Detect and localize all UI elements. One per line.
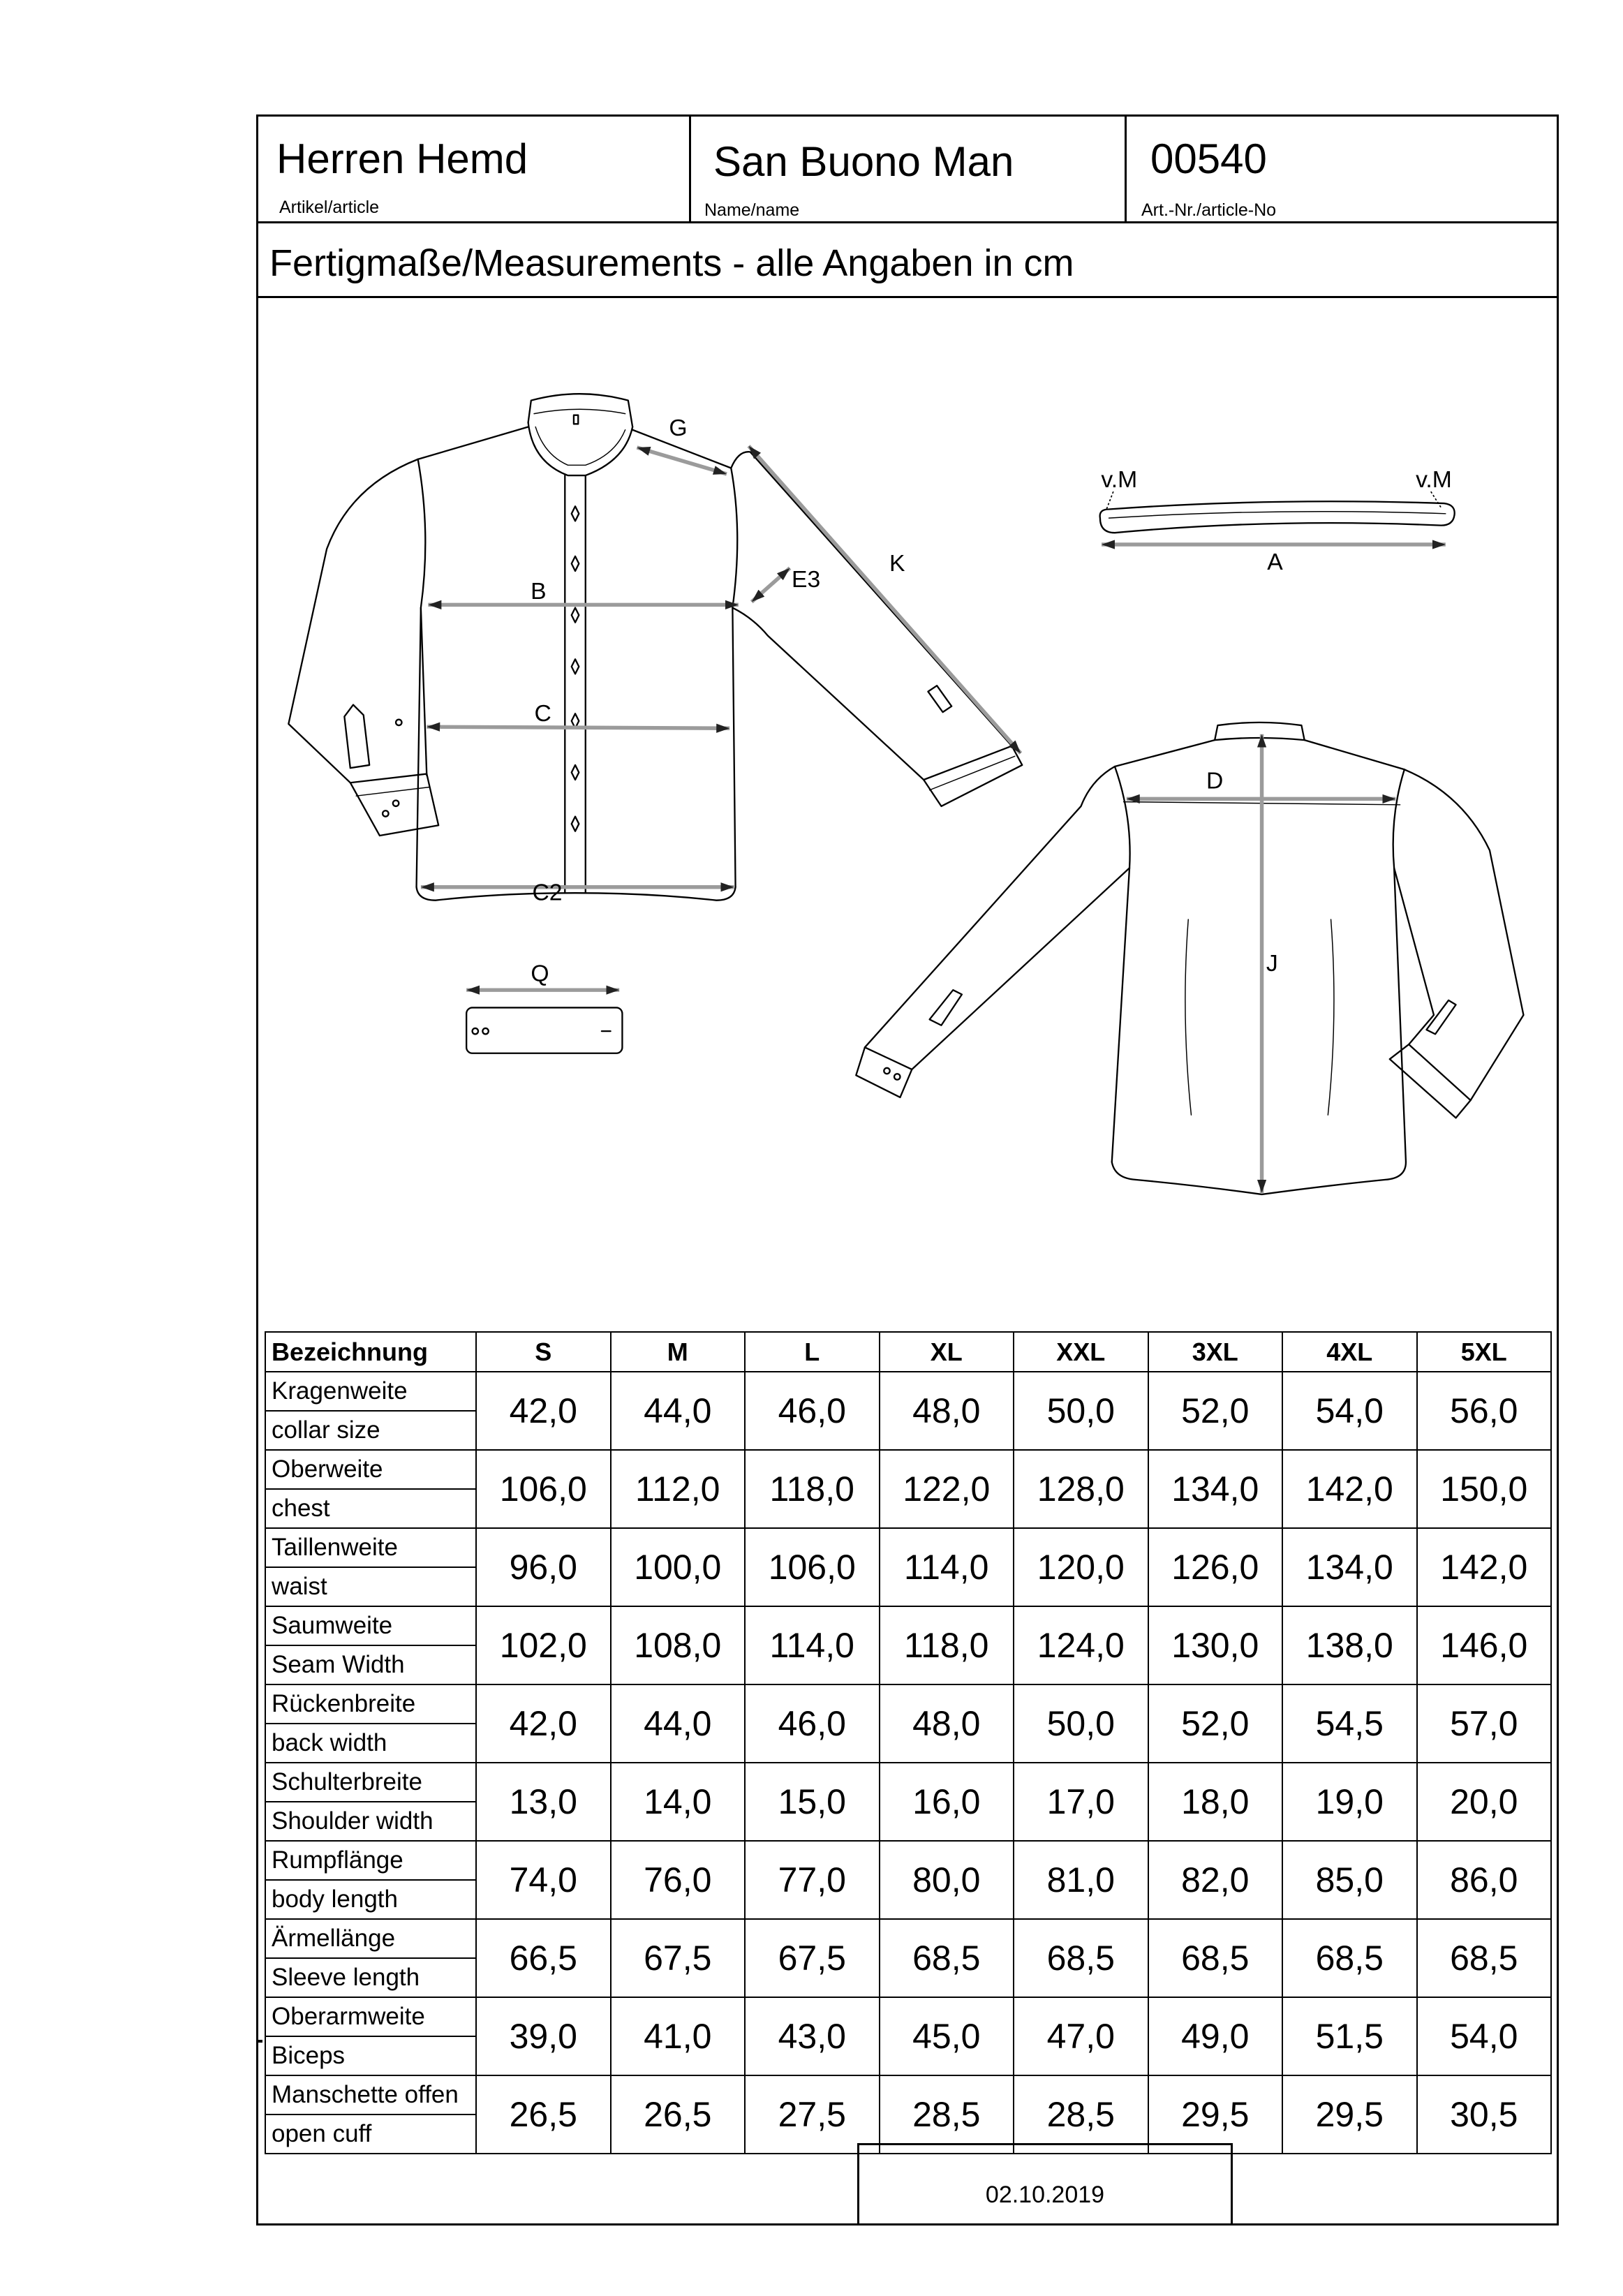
measurement-value-cell: 15,0 — [745, 1763, 880, 1841]
measurement-value-cell: 86,0 — [1417, 1841, 1552, 1919]
front-hem — [417, 887, 736, 901]
row-label-german: Schulterbreite — [266, 1763, 475, 1802]
measurement-value-cell: 13,0 — [476, 1763, 611, 1841]
measurement-value-cell: 74,0 — [476, 1841, 611, 1919]
measurement-value-cell: 150,0 — [1417, 1450, 1552, 1528]
cuff-outline — [466, 1007, 622, 1053]
column-header-size-l: L — [745, 1332, 880, 1372]
row-label-english: chest — [272, 1495, 330, 1522]
measure-line-c — [427, 727, 729, 728]
back-dart-left — [1185, 919, 1192, 1115]
front-collar-front-edge — [528, 422, 633, 475]
column-header-size-3xl: 3XL — [1148, 1332, 1283, 1372]
row-label-english: back width — [272, 1729, 387, 1756]
measurement-value-cell: 122,0 — [880, 1450, 1014, 1528]
table-row — [265, 1841, 1551, 1919]
row-label-cell — [265, 1763, 476, 1841]
back-dart-right — [1328, 919, 1334, 1115]
table-row — [265, 1763, 1551, 1841]
label-d: D — [1206, 768, 1224, 794]
technical-drawing — [256, 297, 1559, 1331]
measurement-value-cell: 68,5 — [1014, 1919, 1148, 1997]
back-left-sleeve-placket — [930, 990, 962, 1025]
label-c: C — [534, 700, 551, 727]
measurement-value-cell: 77,0 — [745, 1841, 880, 1919]
measurement-value-cell: 128,0 — [1014, 1450, 1148, 1528]
product-name-caption: Name/name — [704, 200, 800, 220]
row-label-german: Taillenweite — [266, 1529, 475, 1568]
measurement-value-cell: 134,0 — [1282, 1528, 1417, 1606]
row-label-cell — [265, 1841, 476, 1919]
measurement-value-cell: 138,0 — [1282, 1606, 1417, 1684]
measurement-value-cell: 46,0 — [745, 1372, 880, 1450]
row-label-cell — [265, 1450, 476, 1528]
back-left-sleeve-inner — [912, 868, 1129, 1069]
row-label-english: body length — [272, 1886, 398, 1913]
measurement-value-cell: 41,0 — [611, 1997, 746, 2075]
row-label-german: Oberarmweite — [266, 1998, 475, 2037]
measurement-value-cell: 14,0 — [611, 1763, 746, 1841]
front-right-sleeve-inner — [732, 608, 924, 780]
measurement-value-cell: 54,5 — [1282, 1684, 1417, 1763]
row-label-cell — [265, 1919, 476, 1997]
product-name: San Buono Man — [713, 138, 1014, 185]
measurement-value-cell: 45,0 — [880, 1997, 1014, 2075]
measurement-value-cell: 20,0 — [1417, 1763, 1552, 1841]
label-g: G — [669, 415, 688, 442]
back-hem — [1112, 1162, 1406, 1194]
measure-line-k — [749, 446, 1021, 753]
measurement-value-cell: 67,5 — [745, 1919, 880, 1997]
front-right-sleeve-placket — [928, 686, 951, 712]
measurement-value-cell: 29,5 — [1148, 2075, 1283, 2154]
row-label-cell — [265, 1528, 476, 1606]
measurement-value-cell: 52,0 — [1148, 1372, 1283, 1450]
measurement-value-cell: 100,0 — [611, 1528, 746, 1606]
center-back-marker-left — [1106, 491, 1113, 510]
back-shirt-drawing — [856, 723, 1523, 1194]
measurement-value-cell: 30,5 — [1417, 2075, 1552, 2154]
measurement-value-cell: 50,0 — [1014, 1372, 1148, 1450]
measurement-value-cell: 118,0 — [745, 1450, 880, 1528]
measurement-value-cell: 50,0 — [1014, 1684, 1148, 1763]
front-collar-band — [535, 427, 625, 466]
row-label-english: open cuff — [272, 2120, 372, 2147]
row-label-cell — [265, 1606, 476, 1684]
row-label-german: Ärmellänge — [266, 1920, 475, 1959]
measurement-value-cell: 80,0 — [880, 1841, 1014, 1919]
back-right-sleeve-outer — [1405, 769, 1524, 1100]
front-body-left-side — [417, 459, 426, 887]
back-left-sleeve-outer — [865, 766, 1115, 1047]
row-label-cell — [265, 1997, 476, 2075]
measurement-value-cell: 112,0 — [611, 1450, 746, 1528]
measurement-value-cell: 67,5 — [611, 1919, 746, 1997]
document-date: 02.10.2019 — [985, 2182, 1105, 2208]
column-header-size-xl: XL — [880, 1332, 1014, 1372]
table-row — [265, 1372, 1551, 1450]
measurement-value-cell: 26,5 — [476, 2075, 611, 2154]
measurement-table — [265, 1331, 1552, 2154]
measurement-value-cell: 76,0 — [611, 1841, 746, 1919]
measurement-value-cell: 44,0 — [611, 1684, 746, 1763]
measurement-value-cell: 28,5 — [1014, 2075, 1148, 2154]
collar-button — [574, 415, 578, 424]
front-left-sleeve-placket — [344, 705, 369, 769]
front-measurements — [421, 415, 1021, 906]
header-bottom-rule — [256, 221, 1559, 223]
table-row — [265, 1997, 1551, 2075]
center-back-marker-right — [1431, 491, 1442, 508]
table-body — [265, 1372, 1551, 2154]
article-number: 00540 — [1150, 135, 1267, 182]
measurement-value-cell: 114,0 — [745, 1606, 880, 1684]
measurement-value-cell: 146,0 — [1417, 1606, 1552, 1684]
back-collar — [1215, 723, 1304, 740]
cuff-button — [473, 1028, 478, 1034]
measurement-value-cell: 130,0 — [1148, 1606, 1283, 1684]
table-row — [265, 1919, 1551, 1997]
measurement-value-cell: 19,0 — [1282, 1763, 1417, 1841]
measurement-value-cell: 68,5 — [1148, 1919, 1283, 1997]
label-vm-left: v.M — [1101, 466, 1138, 493]
back-right-shoulder — [1305, 740, 1405, 769]
measurement-value-cell: 96,0 — [476, 1528, 611, 1606]
row-label-german: Rückenbreite — [266, 1685, 475, 1724]
column-header-bezeichnung: Bezeichnung — [265, 1332, 476, 1372]
measure-line-e3 — [752, 568, 790, 602]
row-label-german: Rumpflänge — [266, 1842, 475, 1881]
measurement-value-cell: 52,0 — [1148, 1684, 1283, 1763]
measurement-value-cell: 39,0 — [476, 1997, 611, 2075]
measurement-value-cell: 17,0 — [1014, 1763, 1148, 1841]
measurement-value-cell: 51,5 — [1282, 1997, 1417, 2075]
stray-mark — [258, 2040, 262, 2043]
measurement-value-cell: 106,0 — [476, 1450, 611, 1528]
measurement-value-cell: 27,5 — [745, 2075, 880, 2154]
header-divider-2 — [1125, 114, 1127, 222]
measurement-value-cell: 54,0 — [1282, 1372, 1417, 1450]
label-vm-right: v.M — [1416, 466, 1452, 493]
measurement-value-cell: 57,0 — [1417, 1684, 1552, 1763]
row-label-english: waist — [272, 1573, 327, 1600]
cuff-button — [482, 1028, 488, 1034]
header-divider-1 — [689, 114, 691, 222]
row-label-cell — [265, 1372, 476, 1450]
front-left-shoulder — [418, 427, 528, 459]
label-b: B — [531, 578, 547, 605]
front-left-sleeve-inner — [421, 608, 427, 776]
measurement-value-cell: 102,0 — [476, 1606, 611, 1684]
label-a: A — [1267, 549, 1283, 575]
measurement-value-cell: 120,0 — [1014, 1528, 1148, 1606]
label-e3: E3 — [792, 567, 821, 593]
row-label-english: Sleeve length — [272, 1964, 420, 1991]
front-right-cuff — [924, 746, 1022, 806]
measurement-value-cell: 56,0 — [1417, 1372, 1552, 1450]
front-shirt-drawing — [288, 394, 1022, 901]
measurement-value-cell: 28,5 — [880, 2075, 1014, 2154]
measurement-value-cell: 26,5 — [611, 2075, 746, 2154]
measurement-value-cell: 66,5 — [476, 1919, 611, 1997]
front-body-right-side — [731, 468, 737, 887]
measurement-value-cell: 106,0 — [745, 1528, 880, 1606]
front-left-cuff — [350, 774, 438, 836]
row-label-english: Biceps — [272, 2042, 346, 2069]
measurement-value-cell: 68,5 — [1417, 1919, 1552, 1997]
measurement-value-cell: 142,0 — [1282, 1450, 1417, 1528]
row-label-german: Manschette offen — [266, 2076, 475, 2115]
front-left-cuff-button — [383, 810, 388, 816]
back-left-cuff-button — [884, 1068, 889, 1074]
label-c2: C2 — [532, 880, 563, 906]
front-collar-top — [528, 394, 633, 427]
measurement-value-cell: 42,0 — [476, 1684, 611, 1763]
row-label-german: Oberweite — [266, 1451, 475, 1490]
measurement-value-cell: 114,0 — [880, 1528, 1014, 1606]
table-row — [265, 1606, 1551, 1684]
column-header-size-4xl: 4XL — [1282, 1332, 1417, 1372]
measurement-value-cell: 81,0 — [1014, 1841, 1148, 1919]
back-left-shoulder — [1115, 740, 1215, 766]
table-row — [265, 1684, 1551, 1763]
table-row — [265, 1528, 1551, 1606]
column-header-size-m: M — [611, 1332, 746, 1372]
measurement-value-cell: 43,0 — [745, 1997, 880, 2075]
measurement-value-cell: 82,0 — [1148, 1841, 1283, 1919]
measurement-value-cell: 108,0 — [611, 1606, 746, 1684]
measurement-value-cell: 42,0 — [476, 1372, 611, 1450]
row-label-german: Saumweite — [266, 1607, 475, 1646]
measurement-value-cell: 118,0 — [880, 1606, 1014, 1684]
measurement-value-cell: 48,0 — [880, 1684, 1014, 1763]
measurement-value-cell: 47,0 — [1014, 1997, 1148, 2075]
front-right-sleeve-outer — [731, 452, 1011, 746]
collar-band-outline — [1100, 501, 1455, 533]
row-label-cell — [265, 1684, 476, 1763]
article-number-caption: Art.-Nr./article-No — [1141, 200, 1277, 220]
row-label-english: Seam Width — [272, 1651, 405, 1678]
measurements-subtitle: Fertigmaße/Measurements - alle Angaben in cm — [269, 242, 1074, 284]
front-collar-inner-back — [534, 409, 625, 413]
measurement-value-cell: 126,0 — [1148, 1528, 1283, 1606]
row-label-cell — [265, 2075, 476, 2154]
measurement-value-cell: 44,0 — [611, 1372, 746, 1450]
column-header-size-xxl: XXL — [1014, 1332, 1148, 1372]
back-body-right-side — [1393, 769, 1406, 1162]
measurement-value-cell: 18,0 — [1148, 1763, 1283, 1841]
measurement-value-cell: 16,0 — [880, 1763, 1014, 1841]
front-left-sleeve-outer — [288, 459, 417, 783]
row-label-english: Shoulder width — [272, 1807, 433, 1835]
measurement-value-cell: 54,0 — [1417, 1997, 1552, 2075]
measurement-value-cell: 85,0 — [1282, 1841, 1417, 1919]
table-head — [265, 1332, 1551, 1372]
measurement-value-cell: 68,5 — [1282, 1919, 1417, 1997]
article-title: Herren Hemd — [276, 135, 528, 182]
collar-band-drawing — [1100, 501, 1455, 533]
cuff-drawing — [466, 1007, 622, 1053]
measurement-value-cell: 142,0 — [1417, 1528, 1552, 1606]
table-header-row — [265, 1332, 1551, 1372]
label-q: Q — [531, 961, 549, 987]
label-j: J — [1266, 950, 1278, 977]
column-header-size-5xl: 5XL — [1417, 1332, 1552, 1372]
measurement-value-cell: 124,0 — [1014, 1606, 1148, 1684]
measurement-value-cell: 49,0 — [1148, 1997, 1283, 2075]
back-left-cuff-button — [894, 1074, 900, 1079]
article-caption: Artikel/article — [279, 198, 380, 217]
column-header-size-s: S — [476, 1332, 611, 1372]
measurement-value-cell: 68,5 — [880, 1919, 1014, 1997]
row-label-german: Kragenweite — [266, 1372, 475, 1412]
table-row — [265, 1450, 1551, 1528]
table-row — [265, 2075, 1551, 2154]
measurement-value-cell: 29,5 — [1282, 2075, 1417, 2154]
back-body-left-side — [1112, 766, 1130, 1162]
collar-band-seam — [1109, 512, 1446, 518]
row-label-english: collar size — [272, 1416, 380, 1444]
front-buttons — [572, 506, 579, 831]
measurement-value-cell: 48,0 — [880, 1372, 1014, 1450]
front-left-placket-button — [396, 720, 401, 725]
label-k: K — [889, 550, 905, 577]
measurement-value-cell: 46,0 — [745, 1684, 880, 1763]
measurement-value-cell: 134,0 — [1148, 1450, 1283, 1528]
front-left-cuff-button — [393, 800, 399, 806]
